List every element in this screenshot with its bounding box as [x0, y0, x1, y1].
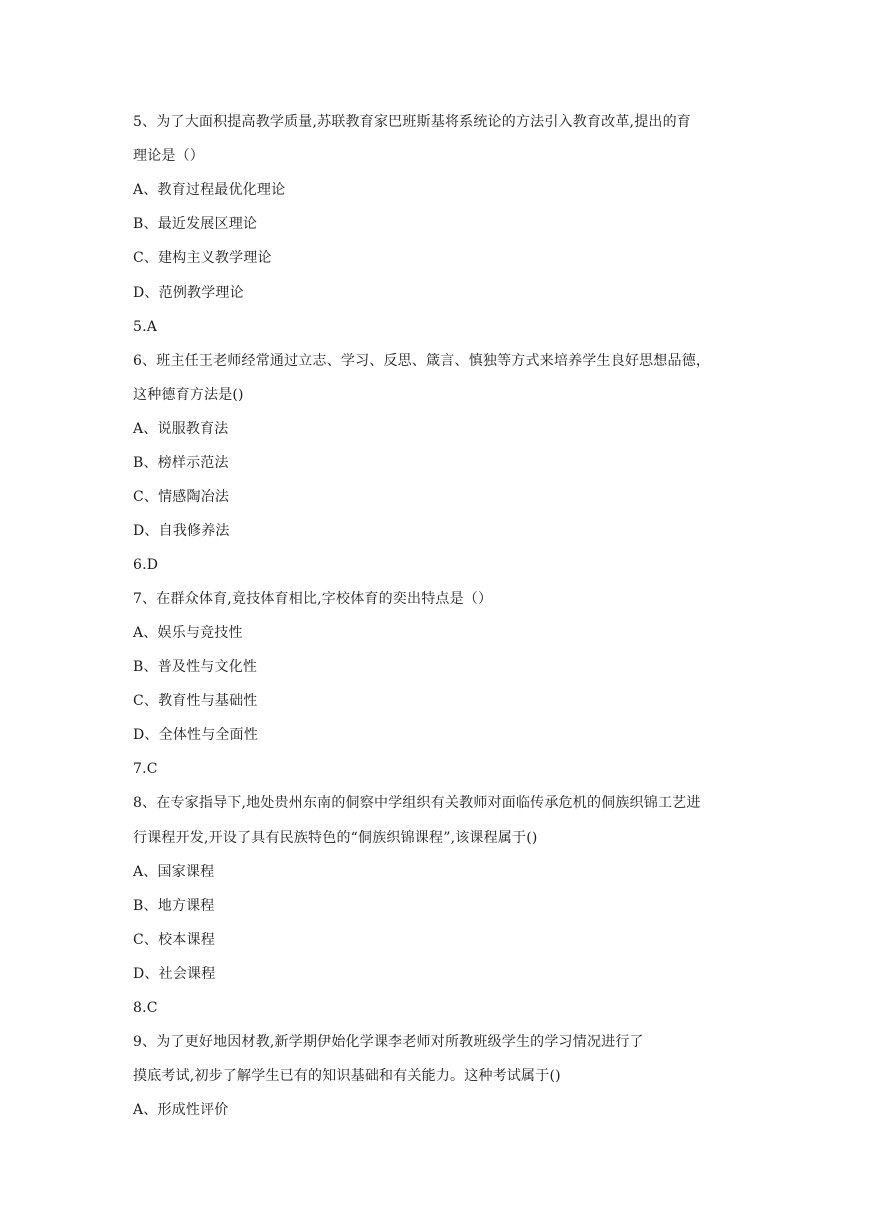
- question-8-option-b: B、地方课程: [133, 898, 215, 914]
- question-8-option-c: C、校本课程: [133, 932, 215, 948]
- question-8-option-a: A、国家课程: [133, 864, 215, 880]
- question-9-stem-line-2: 摸底考试,初步了解学生已有的知识基础和有关能力。这种考试属于(): [133, 1068, 561, 1084]
- question-6-option-a: A、说服教育法: [133, 421, 229, 437]
- question-5-stem-line-2: 理论是（）: [133, 148, 204, 164]
- question-8-stem-line-1: 8、在专家指导下,地处贵州东南的侗察中学组织有关教师对面临传承危机的侗族织锦工艺进: [133, 795, 701, 811]
- question-5-option-a: A、教育过程最优化理论: [133, 182, 286, 198]
- question-5-stem-line-1: 5、为了大面积提高教学质量,苏联教育家巴班斯基将系统论的方法引入教育改革,提出的育: [133, 114, 692, 130]
- question-8-option-d: D、社会课程: [133, 966, 216, 982]
- question-7-option-b: B、普及性与文化性: [133, 659, 258, 675]
- question-7-option-a: A、娱乐与竞技性: [133, 625, 243, 641]
- question-7-option-c: C、教育性与基础性: [133, 693, 258, 709]
- question-7-answer: 7.C: [133, 761, 158, 777]
- question-6-answer: 6.D: [133, 557, 159, 573]
- question-5-option-c: C、建构主义教学理论: [133, 250, 272, 266]
- question-6-option-b: B、榜样示范法: [133, 455, 229, 471]
- question-9-option-a: A、形成性评价: [133, 1102, 229, 1118]
- question-5-answer: 5.A: [133, 319, 158, 335]
- question-7-stem-line-1: 7、在群众体育,竟技体育相比,字校体育的奕出特点是（）: [133, 591, 493, 607]
- question-6-option-c: C、情感陶冶法: [133, 489, 230, 505]
- question-6-option-d: D、自我修养法: [133, 523, 230, 539]
- question-5-option-d: D、范例教学理论: [133, 285, 244, 301]
- question-8-answer: 8.C: [133, 1000, 158, 1016]
- question-8-stem-line-2: 行课程开发,开设了具有民族特色的“侗族织锦课程”,该课程属于(): [133, 830, 538, 846]
- question-5-option-b: B、最近发展区理论: [133, 216, 258, 232]
- question-9-stem-line-1: 9、为了更好地因材教,新学期伊始化学课李老师对所教班级学生的学习情况进行了: [133, 1034, 644, 1050]
- question-7-option-d: D、全体性与全面性: [133, 727, 259, 743]
- question-6-stem-line-1: 6、班主任王老师经常通过立志、学习、反思、箴言、慎独等方式来培养学生良好思想品德，: [133, 353, 711, 369]
- question-6-stem-line-2: 这种德育方法是(): [133, 387, 244, 403]
